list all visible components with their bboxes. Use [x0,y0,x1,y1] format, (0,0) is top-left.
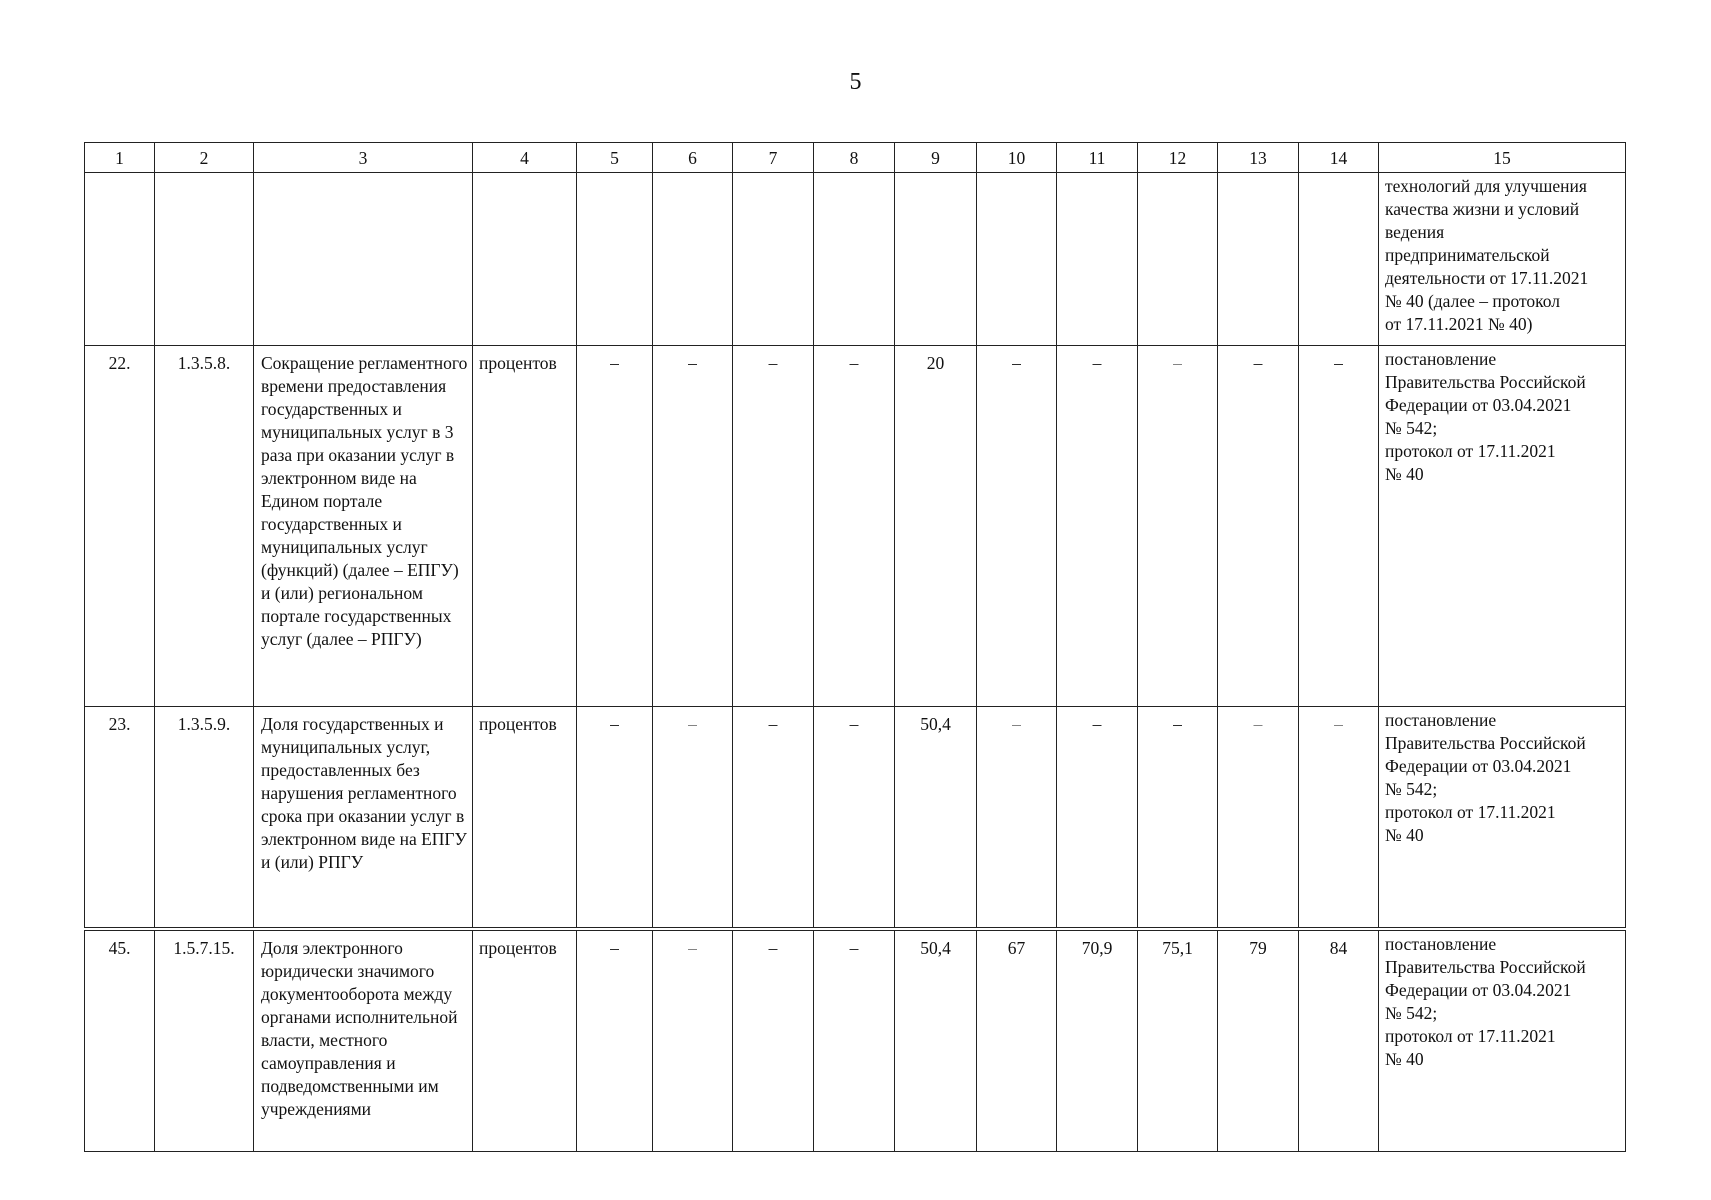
value-cell: 79 [1218,931,1299,1152]
table-row [85,707,1626,928]
unit-cell: процентов [473,346,577,707]
column-header: 5 [577,143,653,173]
document-reference: постановление Правительства Российской Федерации от 03.04.2021 № 542; протокол от 17.11.2021 № 40 [1379,346,1626,707]
value-cell: 84 [1299,931,1379,1152]
value-cell: – [577,931,653,1152]
value-cell: – [814,707,895,928]
value-cell: – [814,346,895,707]
table-header-row [85,143,1626,173]
value-cell: – [1299,346,1379,707]
column-header: 10 [977,143,1057,173]
value-cell: 70,9 [1057,931,1138,1152]
column-header: 3 [254,143,473,173]
value-cell: – [577,346,653,707]
value-cell: – [1218,346,1299,707]
column-header: 7 [733,143,814,173]
value-cell: – [653,707,733,928]
column-header: 11 [1057,143,1138,173]
value-cell: – [653,346,733,707]
value-cell: – [733,931,814,1152]
value-cell: – [1218,707,1299,928]
value-cell: – [977,707,1057,928]
column-header: 6 [653,143,733,173]
value-cell: – [977,346,1057,707]
row-code: 1.5.7.15. [155,931,254,1152]
column-header: 15 [1379,143,1626,173]
value-cell: – [814,931,895,1152]
column-header: 2 [155,143,254,173]
value-cell: – [1057,346,1138,707]
unit-cell: процентов [473,707,577,928]
row-number: 45. [85,931,155,1152]
column-header: 14 [1299,143,1379,173]
document-reference: технологий для улучшения качества жизни и условий ведения предпринимательской деятельности от 17.11.2021 № 40 (далее – протокол от 17.11.2021 № 40) [1379,173,1626,346]
row-number: 23. [85,707,155,928]
indicator-name: Сокращение регламентного времени предоставления государственных и муниципальных услуг в 3 раза при оказании услуг в электронном виде на Едином портале государственных и муниципальных услуг (функций) (далее – ЕПГУ) и (или) региональном портале государственных услуг (далее – РПГУ) [254,346,473,707]
value-cell: – [733,707,814,928]
table-row [85,346,1626,707]
indicators-table [84,142,1626,1152]
column-header: 9 [895,143,977,173]
value-cell: – [653,931,733,1152]
document-reference: постановление Правительства Российской Федерации от 03.04.2021 № 542; протокол от 17.11.2021 № 40 [1379,707,1626,928]
column-header: 4 [473,143,577,173]
value-cell: – [577,707,653,928]
value-cell: 20 [895,346,977,707]
row-code: 1.3.5.8. [155,346,254,707]
row-number: 22. [85,346,155,707]
value-cell: – [1138,707,1218,928]
document-reference: постановление Правительства Российской Федерации от 03.04.2021 № 542; протокол от 17.11.2021 № 40 [1379,931,1626,1152]
value-cell: 75,1 [1138,931,1218,1152]
column-header: 12 [1138,143,1218,173]
value-cell: – [1299,707,1379,928]
indicator-name: Доля электронного юридически значимого документооборота между органами исполнительной власти, местного самоуправления и подведомственными им учреждениями [254,931,473,1152]
value-cell: – [733,346,814,707]
value-cell: 50,4 [895,707,977,928]
value-cell: 50,4 [895,931,977,1152]
table-row [85,931,1626,1152]
indicator-name: Доля государственных и муниципальных услуг, предоставленных без нарушения регламентного срока при оказании услуг в электронном виде на ЕПГУ и (или) РПГУ [254,707,473,928]
column-header: 8 [814,143,895,173]
unit-cell: процентов [473,931,577,1152]
value-cell: 67 [977,931,1057,1152]
row-code: 1.3.5.9. [155,707,254,928]
page-number: 5 [849,69,862,95]
value-cell: – [1138,346,1218,707]
column-header: 13 [1218,143,1299,173]
table-row-continuation [85,173,1626,346]
value-cell: – [1057,707,1138,928]
column-header: 1 [85,143,155,173]
